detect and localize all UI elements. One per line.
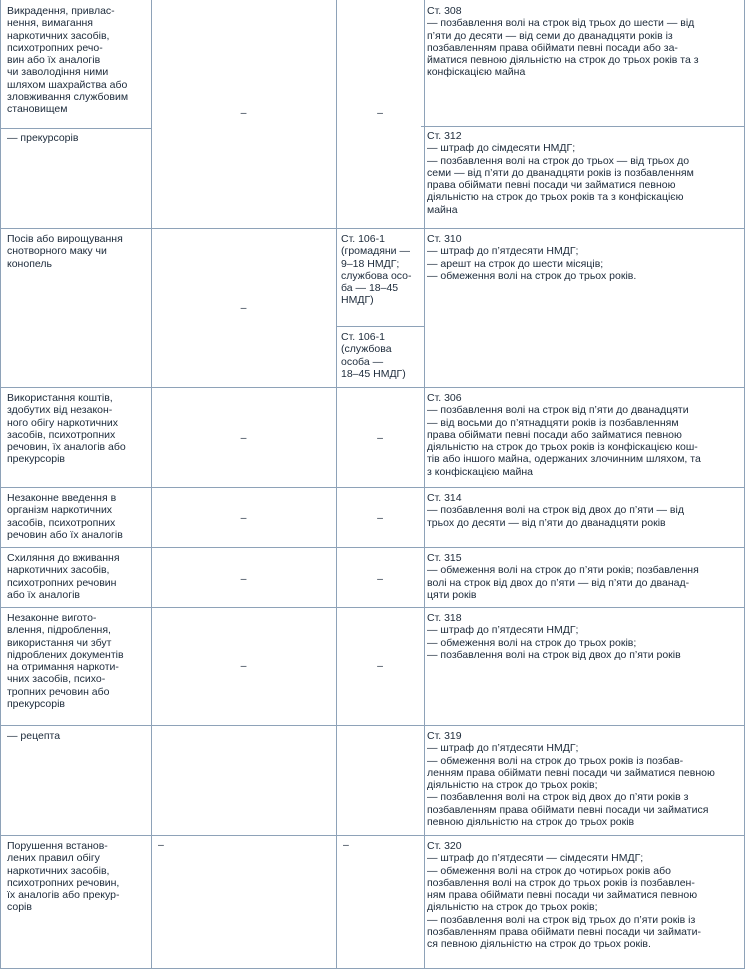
dash-cell: – (240, 512, 247, 524)
sanction-cell: Ст. 315 — обмеження волі на строк до п’яти років; позбавлення волі на строк від двох до п’яти — від п’яти до дванад- цяти років (427, 552, 699, 601)
admin-article-cell: Ст. 106-1 (службова особа — 18–45 НМДГ) (341, 331, 406, 380)
dash-cell: – (377, 432, 383, 444)
dash-cell: – (377, 573, 383, 585)
dash-cell: – (377, 107, 383, 119)
dash-cell: – (377, 660, 383, 672)
divider (0, 725, 745, 726)
offense-cell: Схиляння до вживання наркотичних засобів, психотропних речовин або їх аналогів (7, 552, 120, 601)
dash-cell: – (240, 107, 247, 119)
divider (336, 0, 337, 969)
dash-cell: – (240, 302, 247, 314)
dash-cell: – (240, 432, 247, 444)
divider (0, 487, 745, 488)
divider (0, 547, 745, 548)
divider (0, 387, 745, 388)
offense-cell: Посів або вирощування снотворного маку чи конопель (7, 233, 123, 270)
divider (0, 228, 745, 229)
admin-article-cell: Ст. 106-1 (громадяни — 9–18 НМДГ; службова осо- ба — 18–45 НМДГ) (341, 233, 412, 307)
offense-cell: — прекурсорів (7, 132, 79, 144)
sanction-cell: Ст. 319 — штраф до п’ятдесяти НМДГ; — обмеження волі на строк до трьох років із позбав- ленням права обіймати певні посади чи займатися певною діяльністю на строк до трьох років; — позбавлення волі на строк від двох до п’яти років з позбавленням права обіймати певні посади чи займатися певною діяльністю на строк до трьох років (427, 730, 715, 829)
divider (421, 126, 745, 127)
offense-cell: Незаконне введення в організм наркотичних засобів, психотропних речовин або їх аналогів (7, 492, 123, 541)
divider (0, 128, 151, 129)
sanction-cell: Ст. 312 — штраф до сімдесяти НМДГ; — позбавлення волі на строк до трьох — від трьох до семи — від п’яти до дванадцяти років із позбавленням права обіймати певні посади чи займатися певною діяльністю на строк до трьох років та з конфіскацією майна (427, 130, 694, 216)
divider (151, 0, 152, 969)
sanction-cell: Ст. 314 — позбавлення волі на строк від двох до п’яти — від трьох до десяти — від п’яти до дванадцяти років (427, 492, 684, 529)
offense-cell: Викрадення, привлас- нення, вимагання наркотичних засобів, психотропних речо- вин або їх аналогів чи заволодіння ними шляхом шахрайства або зловживання службовим становищем (7, 5, 129, 116)
dash-cell: – (158, 839, 164, 851)
sanction-cell: Ст. 320 — штраф до п’ятдесяти — сімдесяти НМДГ; — обмеження волі на строк до чотирьох років або позбавлення волі на строк до трьох років із позбавлен- ням права обіймати певні посади чи займатися певною діяльністю на строк до трьох років; — позбавлення волі на строк від трьох до п’яти років із позбавленням права обіймати певні посади чи займати- ся певною діяльністю на строк до трьох років. (427, 840, 701, 951)
divider (0, 607, 745, 608)
sanction-cell: Ст. 306 — позбавлення волі на строк від п’яти до дванадцяти — від восьми до п’ятнадцяти років із позбавленням права обіймати певні посади або займатися певною діяльністю на строк до трьох років із конфіскацією кош- тів або іншого майна, одержаних злочинним шляхом, та з конфіскацією майна (427, 392, 701, 478)
offense-cell: Порушення встанов- лених правил обігу наркотичних засобів, психотропних речовин, їх аналогів або прекур- сорів (7, 840, 120, 914)
offense-cell: Використання коштів, здобутих від незакон- ного обігу наркотичних засобів, психотропних речовин, їх аналогів або прекурсорів (7, 392, 126, 466)
dash-cell: – (240, 573, 247, 585)
sanction-cell: Ст. 310 — штраф до п’ятдесяти НМДГ; — арешт на строк до шести місяців; — обмеження волі на строк до трьох років. (427, 233, 637, 282)
sanction-cell: Ст. 308 — позбавлення волі на строк від трьох до шести — від п’яти до десяти — від семи до дванадцяти років із позбавленням права обіймати певні посади або за- йматися певною діяльністю на строк до трьох років та з конфіскацією майна (427, 5, 699, 79)
dash-cell: – (377, 512, 383, 524)
dash-cell: – (343, 839, 349, 851)
divider (0, 835, 745, 836)
sanction-cell: Ст. 318 — штраф до п’ятдесяти НМДГ; — обмеження волі на строк до трьох років; — позбавлення волі на строк від двох до п’яти років (427, 612, 681, 661)
dash-cell: – (240, 660, 247, 672)
offense-cell: — рецепта (7, 730, 61, 742)
divider (336, 326, 424, 327)
offense-cell: Незаконне вигото- влення, підроблення, використання чи збут підроблених документів на отримання наркоти- чних засобів, психо- тропних речовин або прекурсорів (7, 612, 124, 711)
